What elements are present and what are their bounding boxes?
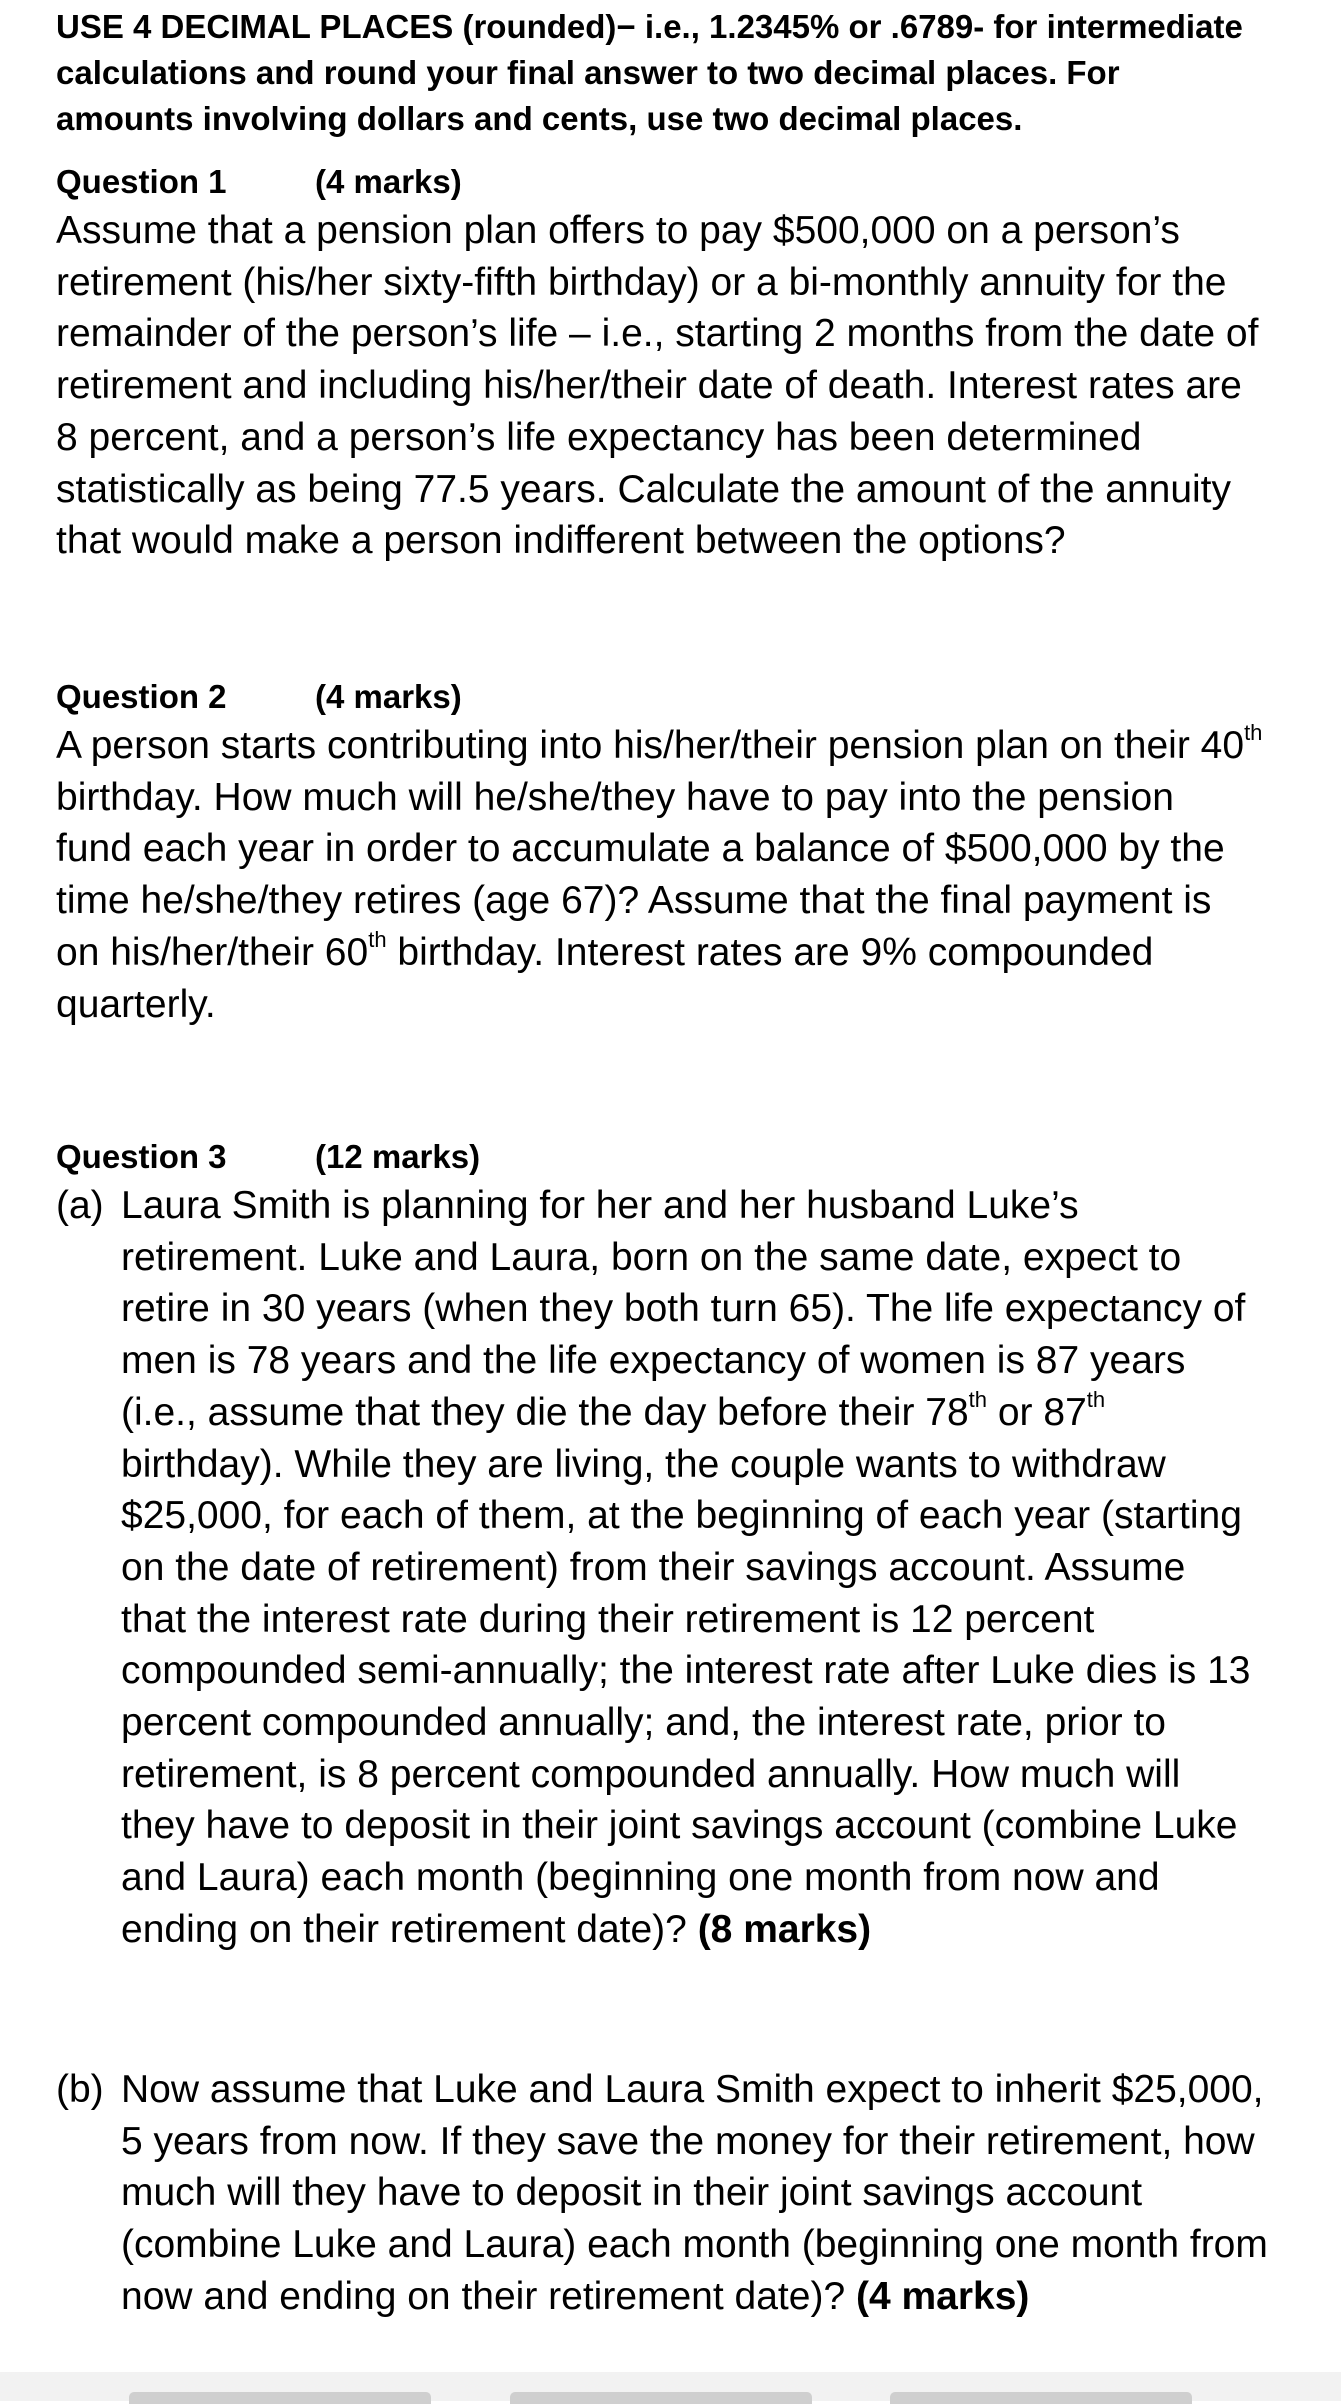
question-2-line: quarterly. xyxy=(56,982,216,1026)
part-a-marks: (8 marks) xyxy=(697,1907,872,1951)
question-1-line: retirement and including his/her/their date of death. Interest rates are xyxy=(56,364,1242,408)
part-a-line xyxy=(121,1387,1250,1439)
instructions-line: USE 4 DECIMAL PLACES (rounded)− i.e., 1.2345% or .6789- for intermediate xyxy=(56,8,1243,45)
part-a-line: retirement, is 8 percent compounded annually. How much will xyxy=(121,1752,1181,1796)
question-1-header xyxy=(56,160,462,204)
instructions-line: calculations and round your final answer to two decimal places. For xyxy=(56,54,1120,91)
part-b-line: much will they have to deposit in their joint savings account xyxy=(121,2171,1143,2215)
part-b-line: Now assume that Luke and Laura Smith expect to inherit $25,000, xyxy=(121,2068,1264,2111)
part-a-line: retirement. Luke and Laura, born on the same date, expect to xyxy=(121,1235,1182,1279)
part-b-text xyxy=(121,2064,1268,2323)
part-a-line: retire in 30 years (when they both turn 65). The life expectancy of xyxy=(121,1287,1246,1331)
question-3-header xyxy=(56,1135,481,1179)
question-1-line: remainder of the person’s life – i.e., starting 2 months from the date of xyxy=(56,312,1259,356)
question-2-text: birthday. Interest rates are 9% compounded xyxy=(386,930,1154,974)
question-1-line: that would make a person indifferent between the options? xyxy=(56,519,1066,563)
question-2-text: on his/her/their 60 xyxy=(56,930,369,974)
part-a-line: $25,000, for each of them, at the beginning of each year (starting xyxy=(121,1494,1242,1538)
question-1-line: statistically as being 77.5 years. Calculate the amount of the annuity xyxy=(56,467,1232,511)
part-a-label: (a) xyxy=(56,1184,104,1227)
question-2-title: Question 2 xyxy=(56,678,227,715)
ordinal-suffix: th xyxy=(1086,1386,1106,1412)
part-b-text-span: now and ending on their retirement date)? xyxy=(121,2274,856,2318)
question-3-title: Question 3 xyxy=(56,1138,227,1175)
part-b-line: 5 years from now. If they save the money for their retirement, how xyxy=(121,2119,1255,2163)
part-a-line: compounded semi-annually; the interest rate after Luke dies is 13 xyxy=(121,1649,1251,1693)
question-2-line: time he/she/they retires (age 67)? Assume that the final payment is xyxy=(56,879,1212,923)
question-2-line: birthday. How much will he/she/they have to pay into the pension xyxy=(56,775,1174,819)
instructions xyxy=(56,4,1341,142)
question-1-marks: (4 marks) xyxy=(315,163,462,200)
part-a-line: Laura Smith is planning for her and her husband Luke’s xyxy=(121,1184,1079,1227)
question-2-line xyxy=(56,720,1341,772)
part-a-line xyxy=(121,1904,1250,1956)
toolbar-tab[interactable] xyxy=(129,2392,431,2404)
toolbar-tab[interactable] xyxy=(510,2392,812,2404)
part-a-line: birthday). While they are living, the couple wants to withdraw xyxy=(121,1442,1166,1486)
part-a-line: percent compounded annually; and, the interest rate, prior to xyxy=(121,1701,1166,1745)
part-a-line: that the interest rate during their retirement is 12 percent xyxy=(121,1597,1095,1641)
question-1-line: Assume that a pension plan offers to pay $500,000 on a person’s xyxy=(56,209,1180,252)
part-a-line: and Laura) each month (beginning one month from now and xyxy=(121,1856,1160,1900)
part-a-text-span: or 87 xyxy=(987,1390,1087,1434)
part-b-line xyxy=(121,2271,1268,2323)
part-b-marks: (4 marks) xyxy=(855,2274,1030,2318)
part-a-text-span: (i.e., assume that they die the day before their 78 xyxy=(121,1390,969,1434)
question-2-marks: (4 marks) xyxy=(315,678,462,715)
question-1-line: retirement (his/her sixty-fifth birthday) or a bi-monthly annuity for the xyxy=(56,260,1227,304)
question-2-line: fund each year in order to accumulate a balance of $500,000 by the xyxy=(56,827,1225,871)
question-2-line xyxy=(56,927,1341,979)
ordinal-suffix: th xyxy=(968,1386,988,1412)
ordinal-suffix: th xyxy=(368,926,387,952)
question-2-body xyxy=(56,720,1341,1030)
part-b-label: (b) xyxy=(56,2068,104,2111)
part-b-line: (combine Luke and Laura) each month (beginning one month from xyxy=(121,2223,1268,2267)
instructions-line: amounts involving dollars and cents, use two decimal places. xyxy=(56,100,1023,137)
question-2-header xyxy=(56,675,462,719)
part-a-line: men is 78 years and the life expectancy of women is 87 years xyxy=(121,1339,1186,1383)
ordinal-suffix: th xyxy=(1244,720,1263,745)
question-1-title: Question 1 xyxy=(56,163,227,200)
part-a-line: on the date of retirement) from their savings account. Assume xyxy=(121,1545,1186,1589)
question-1-body xyxy=(56,205,1341,567)
question-3-marks: (12 marks) xyxy=(315,1138,481,1175)
part-a-text-span: ending on their retirement date)? xyxy=(121,1907,698,1951)
question-2-text: A person starts contributing into his/her/their pension plan on their 40 xyxy=(56,724,1245,767)
part-a-text xyxy=(121,1180,1250,1956)
bottom-toolbar xyxy=(0,2372,1341,2401)
part-a-line: they have to deposit in their joint savings account (combine Luke xyxy=(121,1804,1238,1848)
question-1-line: 8 percent, and a person’s life expectancy has been determined xyxy=(56,415,1142,459)
toolbar-tab[interactable] xyxy=(890,2392,1192,2404)
